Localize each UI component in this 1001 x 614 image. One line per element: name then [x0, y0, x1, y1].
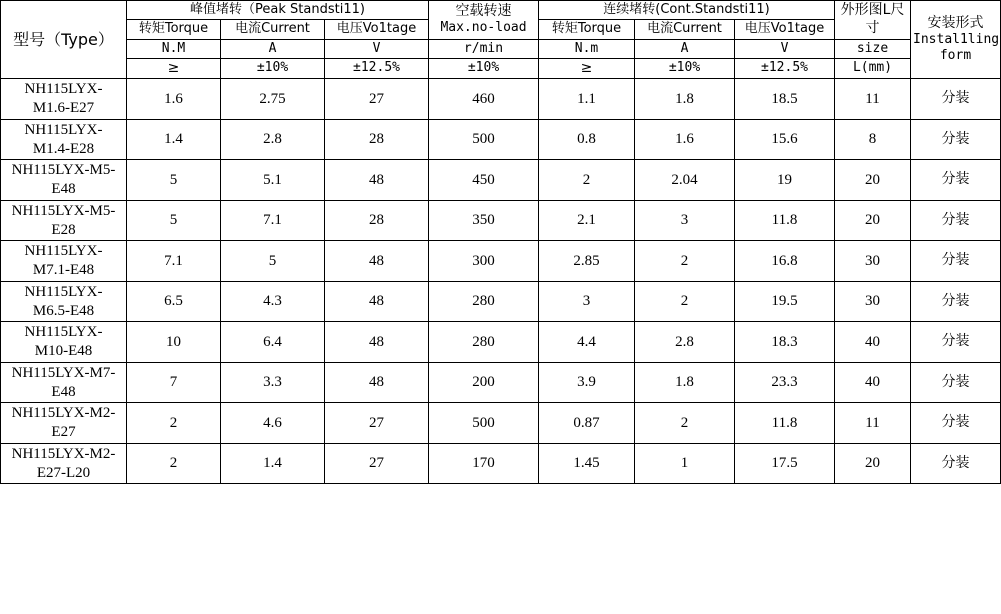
cell-peak-current: 7.1 [221, 200, 325, 241]
type-line-2: E48 [51, 383, 76, 400]
unit-dim-l: L(mm) [835, 58, 911, 79]
cell-cont-current: 1.6 [635, 119, 735, 160]
cell-install-form: 分装 [911, 241, 1001, 282]
cell-size: 30 [835, 241, 911, 282]
cell-peak-voltage: 27 [325, 443, 429, 484]
type-line-1: NH115LYX-M5- [11, 162, 116, 179]
cell-peak-current: 5 [221, 241, 325, 282]
cell-no-load: 500 [429, 403, 539, 444]
cell-peak-torque: 2 [127, 403, 221, 444]
cell-cont-current: 2.04 [635, 160, 735, 201]
cell-peak-current: 4.3 [221, 281, 325, 322]
cell-cont-torque: 2.1 [539, 200, 635, 241]
type-line-2: E48 [51, 181, 76, 197]
cell-cont-voltage: 15.6 [735, 119, 835, 160]
table-row [1, 241, 1001, 282]
cell-cont-current: 2 [635, 281, 735, 322]
cell-peak-voltage: 48 [325, 322, 429, 363]
cell-peak-voltage: 48 [325, 160, 429, 201]
cell-peak-current: 2.75 [221, 79, 325, 120]
type-line-2: M7.1-E48 [32, 262, 95, 278]
cell-cont-voltage: 11.8 [735, 403, 835, 444]
type-line-1: NH115LYX-M5- [11, 202, 116, 219]
header-row-units [1, 39, 1001, 58]
table-row [1, 160, 1001, 201]
cell-peak-voltage: 28 [325, 119, 429, 160]
cell-install-form: 分装 [911, 160, 1001, 201]
cell-size: 20 [835, 443, 911, 484]
cell-type [1, 200, 127, 241]
tol-cont-current: ±10% [635, 58, 735, 79]
cell-peak-current: 4.6 [221, 403, 325, 444]
header-install-en-2: form [939, 48, 972, 64]
header-no-load-cn: 空载转速 [455, 2, 512, 19]
header-peak-current: 电流Current [221, 20, 325, 39]
cell-peak-voltage: 48 [325, 241, 429, 282]
cell-peak-current: 6.4 [221, 322, 325, 363]
table-row [1, 362, 1001, 403]
type-line-1: NH115LYX-M2- [11, 445, 116, 462]
cell-install-form: 分装 [911, 322, 1001, 363]
header-cont-current: 电流Current [635, 20, 735, 39]
cell-cont-voltage: 11.8 [735, 200, 835, 241]
type-line-2: M6.5-E48 [32, 302, 95, 319]
cell-type [1, 443, 127, 484]
cell-peak-torque: 7.1 [127, 241, 221, 282]
header-cont-voltage: 电压Vo1tage [735, 20, 835, 39]
cell-cont-torque: 3 [539, 281, 635, 322]
cell-peak-torque: 5 [127, 200, 221, 241]
cell-peak-voltage: 28 [325, 200, 429, 241]
cell-peak-voltage: 48 [325, 281, 429, 322]
cell-install-form: 分装 [911, 79, 1001, 120]
type-line-2: M10-E48 [34, 343, 93, 359]
type-line-1: NH115LYX- [24, 243, 103, 260]
cell-type [1, 281, 127, 322]
cell-install-form: 分装 [911, 443, 1001, 484]
tol-peak-torque: ≥ [127, 58, 221, 79]
cell-cont-voltage: 19.5 [735, 281, 835, 322]
cell-cont-current: 2 [635, 403, 735, 444]
type-line-1: NH115LYX-M2- [11, 405, 116, 422]
cell-peak-current: 3.3 [221, 362, 325, 403]
cell-type [1, 241, 127, 282]
cell-peak-torque: 2 [127, 443, 221, 484]
cell-cont-voltage: 19 [735, 160, 835, 201]
cell-size: 20 [835, 160, 911, 201]
cell-size: 20 [835, 200, 911, 241]
cell-no-load: 280 [429, 281, 539, 322]
header-group-outline-dim: 外形图L尺寸 [835, 1, 911, 40]
header-cont-torque: 转矩Torque [539, 20, 635, 39]
cell-cont-torque: 1.45 [539, 443, 635, 484]
header-dim-size: size [835, 39, 911, 58]
cell-cont-torque: 4.4 [539, 322, 635, 363]
cell-no-load: 170 [429, 443, 539, 484]
cell-cont-current: 1.8 [635, 79, 735, 120]
cell-no-load: 500 [429, 119, 539, 160]
cell-cont-voltage: 18.5 [735, 79, 835, 120]
cell-no-load: 300 [429, 241, 539, 282]
header-type: 型号（Type） [1, 1, 127, 79]
table-row [1, 119, 1001, 160]
cell-peak-torque: 6.5 [127, 281, 221, 322]
type-line-2: E28 [51, 221, 76, 238]
unit-peak-torque: N.M [127, 39, 221, 58]
header-no-load-en: Max.no-load [440, 20, 527, 36]
table-row [1, 403, 1001, 444]
type-line-1: NH115LYX- [24, 121, 103, 138]
cell-peak-current: 1.4 [221, 443, 325, 484]
cell-peak-torque: 1.4 [127, 119, 221, 160]
header-row-tolerances [1, 58, 1001, 79]
cell-cont-current: 3 [635, 200, 735, 241]
table-row [1, 322, 1001, 363]
cell-cont-current: 1 [635, 443, 735, 484]
cell-peak-current: 2.8 [221, 119, 325, 160]
cell-cont-torque: 0.8 [539, 119, 635, 160]
cell-cont-torque: 3.9 [539, 362, 635, 403]
header-group-install-form [911, 1, 1001, 79]
header-group-max-no-load [429, 1, 539, 40]
table-row [1, 200, 1001, 241]
type-line-1: NH115LYX- [24, 283, 103, 300]
cell-cont-torque: 0.87 [539, 403, 635, 444]
cell-cont-torque: 1.1 [539, 79, 635, 120]
table-row [1, 281, 1001, 322]
header-peak-torque: 转矩Torque [127, 20, 221, 39]
unit-cont-torque: N.m [539, 39, 635, 58]
tol-peak-voltage: ±12.5% [325, 58, 429, 79]
cell-install-form: 分装 [911, 119, 1001, 160]
cell-peak-current: 5.1 [221, 160, 325, 201]
cell-cont-current: 1.8 [635, 362, 735, 403]
header-row-groups [1, 1, 1001, 20]
cell-type [1, 79, 127, 120]
cell-no-load: 200 [429, 362, 539, 403]
header-group-cont-stall: 连续堵转(Cont.Standsti11) [539, 1, 835, 20]
table-body [1, 79, 1001, 484]
type-line-2: M1.4-E28 [32, 140, 95, 157]
unit-cont-voltage: V [735, 39, 835, 58]
table-row [1, 79, 1001, 120]
unit-peak-voltage: V [325, 39, 429, 58]
cell-type [1, 322, 127, 363]
unit-peak-current: A [221, 39, 325, 58]
cell-cont-current: 2 [635, 241, 735, 282]
cell-type [1, 403, 127, 444]
tol-no-load: ±10% [429, 58, 539, 79]
cell-no-load: 460 [429, 79, 539, 120]
cell-size: 40 [835, 322, 911, 363]
cell-no-load: 350 [429, 200, 539, 241]
cell-peak-torque: 7 [127, 362, 221, 403]
header-install-en-1: Instal1ling [913, 32, 1000, 48]
type-line-1: NH115LYX- [24, 81, 103, 98]
cell-cont-current: 2.8 [635, 322, 735, 363]
cell-size: 30 [835, 281, 911, 322]
cell-cont-voltage: 18.3 [735, 322, 835, 363]
table-row [1, 443, 1001, 484]
unit-no-load: r/min [429, 39, 539, 58]
cell-type [1, 119, 127, 160]
header-group-peak-stall: 峰值堵转（Peak Standsti11) [127, 1, 429, 20]
type-line-1: NH115LYX-M7- [11, 364, 116, 381]
cell-peak-voltage: 27 [325, 403, 429, 444]
cell-type [1, 160, 127, 201]
cell-install-form: 分装 [911, 403, 1001, 444]
cell-cont-voltage: 17.5 [735, 443, 835, 484]
header-peak-voltage: 电压Vo1tage [325, 20, 429, 39]
cell-cont-torque: 2 [539, 160, 635, 201]
cell-no-load: 280 [429, 322, 539, 363]
cell-size: 11 [835, 403, 911, 444]
table-header [1, 1, 1001, 79]
cell-peak-torque: 1.6 [127, 79, 221, 120]
cell-size: 11 [835, 79, 911, 120]
cell-peak-voltage: 27 [325, 79, 429, 120]
cell-install-form: 分装 [911, 200, 1001, 241]
tol-cont-voltage: ±12.5% [735, 58, 835, 79]
type-line-2: E27 [51, 424, 76, 440]
cell-peak-voltage: 48 [325, 362, 429, 403]
cell-cont-voltage: 23.3 [735, 362, 835, 403]
type-line-1: NH115LYX- [24, 324, 103, 341]
tol-cont-torque: ≥ [539, 58, 635, 79]
type-line-2: E27-L20 [36, 464, 91, 481]
cell-peak-torque: 5 [127, 160, 221, 201]
cell-type [1, 362, 127, 403]
cell-peak-torque: 10 [127, 322, 221, 363]
cell-size: 8 [835, 119, 911, 160]
tol-peak-current: ±10% [221, 58, 325, 79]
cell-cont-voltage: 16.8 [735, 241, 835, 282]
cell-no-load: 450 [429, 160, 539, 201]
unit-cont-current: A [635, 39, 735, 58]
header-install-cn: 安装形式 [927, 14, 984, 31]
cell-install-form: 分装 [911, 362, 1001, 403]
cell-cont-torque: 2.85 [539, 241, 635, 282]
cell-size: 40 [835, 362, 911, 403]
type-line-2: M1.6-E27 [32, 100, 95, 116]
cell-install-form: 分装 [911, 281, 1001, 322]
